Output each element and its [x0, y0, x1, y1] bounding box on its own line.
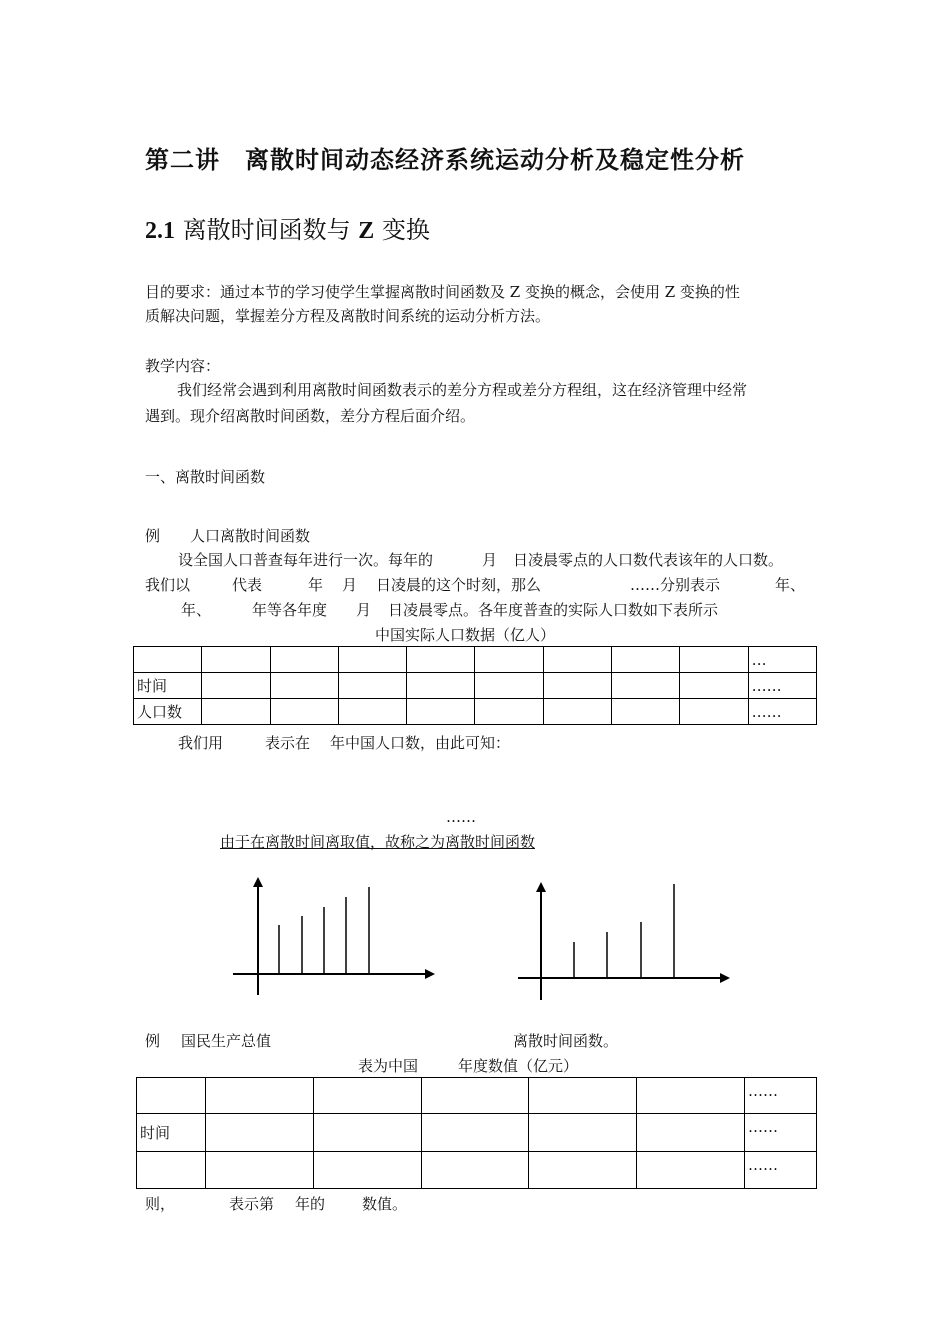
- after-table-text: 年中国人口数，由此可知：: [330, 734, 511, 752]
- stem-plot-right: [510, 875, 740, 1003]
- example1-text: 年: [308, 576, 324, 594]
- y-axis-arrow-icon: [536, 882, 546, 892]
- example1-text: 月: [356, 601, 372, 619]
- final-text: 数值。: [362, 1195, 408, 1213]
- example1-title: 人口离散时间函数: [190, 527, 311, 545]
- example1-text: 日凌晨的这个时刻，那么: [376, 576, 542, 594]
- row-label-time: 时间: [137, 1114, 206, 1152]
- table-row: [137, 1078, 817, 1114]
- example1-text: 月: [342, 576, 358, 594]
- table-cell-ellipsis: ……: [744, 1114, 816, 1152]
- section-heading: [145, 210, 430, 245]
- intro-line-1: 我们经常会遇到利用离散时间函数表示的差分方程或差分方程组，这在经济管理中经常: [177, 381, 748, 399]
- example1-text: 年等各年度: [252, 601, 328, 619]
- objective-line-2: 质解决问题，掌握差分方程及离散时间系统的运动分析方法。: [145, 307, 551, 325]
- section-tail: 变换: [381, 216, 430, 244]
- population-table: [133, 646, 817, 725]
- ellipsis: ……: [446, 808, 476, 826]
- table-cell-ellipsis: ……: [744, 1152, 816, 1189]
- example1-text: 月: [482, 551, 498, 569]
- table-cell-ellipsis: …: [748, 647, 816, 673]
- objective-line-1: 目的要求：通过本节的学习使学生掌握离散时间函数及 Z 变换的概念，会使用 Z 变换的性: [145, 283, 740, 301]
- content-label: 教学内容：: [145, 357, 221, 375]
- example1-text: 年、: [181, 601, 212, 619]
- after-table-text: 我们用: [178, 734, 224, 752]
- intro-line-2: 遇到。现介绍离散时间函数，差分方程后面介绍。: [145, 407, 476, 425]
- after-table-text: 表示在: [265, 734, 311, 752]
- table-row: [134, 647, 817, 673]
- stem-plot-left: [225, 873, 445, 1001]
- table-row: [134, 699, 817, 725]
- table1-caption: 中国实际人口数据（亿人）: [375, 626, 556, 644]
- example1-text: 年、: [775, 576, 806, 594]
- table-cell-ellipsis: ……: [748, 673, 816, 699]
- y-axis-arrow-icon: [253, 877, 263, 887]
- section-number: 2.1: [145, 218, 175, 244]
- example1-text: 日凌晨零点的人口数代表该年的人口数。: [513, 551, 784, 569]
- example1-text: 代表: [232, 576, 263, 594]
- x-axis-arrow-icon: [425, 969, 435, 979]
- table-cell-ellipsis: ……: [744, 1078, 816, 1114]
- final-text: 则，: [145, 1195, 176, 1213]
- final-text: 年的: [295, 1195, 326, 1213]
- example1-label: 例: [145, 527, 161, 545]
- conclusion: 由于在离散时间离取值，故称之为离散时间函数: [220, 833, 536, 851]
- example2-title: 国民生产总值: [181, 1032, 272, 1050]
- table-cell-ellipsis: ……: [748, 699, 816, 725]
- table-row: [134, 673, 817, 699]
- example2-label: 例: [145, 1032, 161, 1050]
- page-title: 第二讲 离散时间动态经济系统运动分析及稳定性分析: [145, 146, 745, 174]
- table2-caption: 年度数值（亿元）: [458, 1057, 579, 1075]
- table-row: [137, 1114, 817, 1152]
- table2-caption: 表为中国: [358, 1057, 419, 1075]
- section-text: 离散时间函数与: [182, 216, 351, 244]
- part1-heading: 一、离散时间函数: [145, 468, 266, 486]
- example2-tail: 离散时间函数。: [513, 1032, 619, 1050]
- example1-text: 日凌晨零点。各年度普查的实际人口数如下表所示: [388, 601, 719, 619]
- x-axis-arrow-icon: [720, 973, 730, 983]
- example1-text: ……分别表示: [630, 576, 721, 594]
- row-label-population: 人口数: [134, 699, 202, 725]
- example1-text: 设全国人口普查每年进行一次。每年的: [178, 551, 434, 569]
- section-z: Z: [358, 218, 375, 244]
- final-text: 表示第: [229, 1195, 275, 1213]
- example1-text: 我们以: [145, 576, 191, 594]
- gnp-table: [136, 1077, 817, 1189]
- row-label-time: 时间: [134, 673, 202, 699]
- table-row: [137, 1152, 817, 1189]
